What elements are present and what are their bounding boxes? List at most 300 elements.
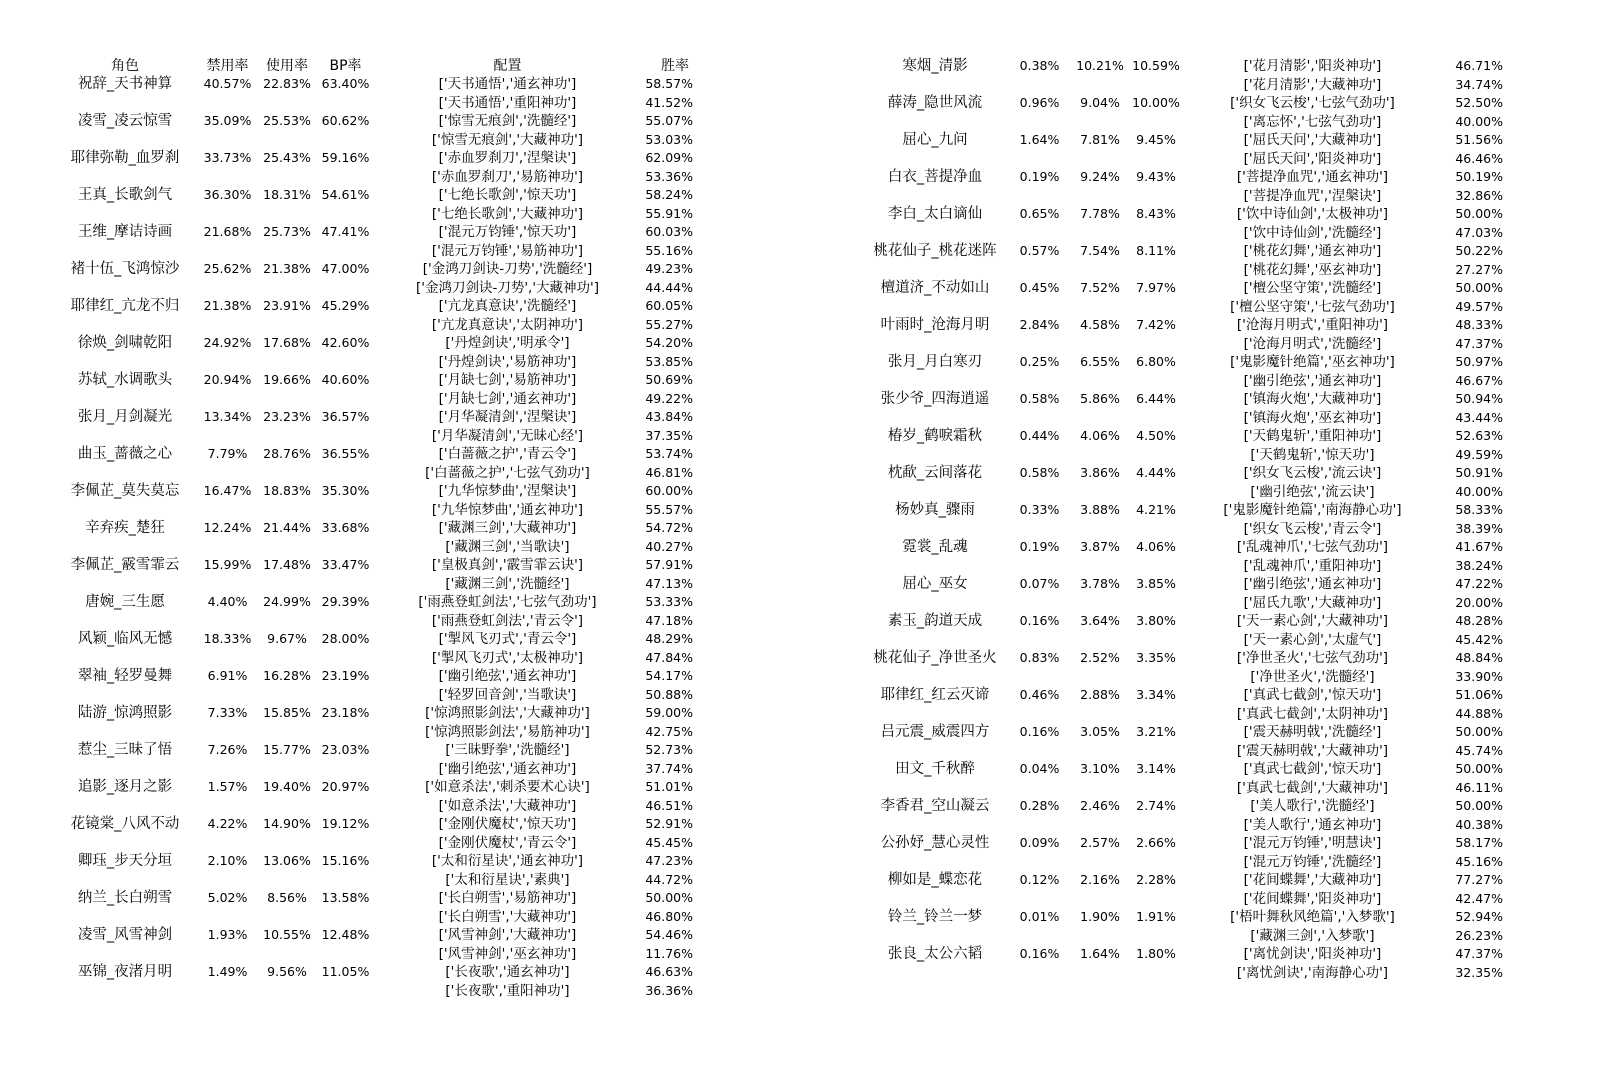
config-win-rate: 55.07% — [645, 113, 693, 128]
config-text: ['月华凝清剑','涅槃诀'] — [438, 409, 577, 425]
use-rate: 18.31% — [263, 187, 311, 202]
config-text: ['长夜歌','通玄神功'] — [445, 964, 570, 980]
bp-rate: 4.21% — [1136, 502, 1176, 517]
config-win-rate: 38.39% — [1455, 520, 1503, 536]
config-win-rate: 43.44% — [1455, 409, 1503, 425]
config-win-rate: 50.00% — [1455, 761, 1503, 776]
config-win-rate: 20.00% — [1455, 594, 1503, 610]
config-text: ['雨燕登虹剑法','青云令'] — [431, 612, 584, 629]
config-text: ['幽引绝弦','流云诀'] — [1250, 483, 1375, 500]
config-text: ['雨燕登虹剑法','七弦气劲功'] — [418, 594, 597, 610]
config-win-rate: 51.01% — [645, 779, 693, 794]
ban-rate: 7.26% — [207, 742, 248, 757]
use-rate: 25.53% — [263, 113, 311, 128]
config-text: ['九华惊梦曲','涅槃诀'] — [438, 483, 577, 499]
config-win-rate: 45.42% — [1455, 631, 1503, 647]
character-name: 唐婉_三生愿 — [85, 594, 165, 610]
character-name: 翠袖_轻罗曼舞 — [77, 668, 173, 684]
ban-rate: 13.34% — [203, 409, 252, 424]
config-win-rate: 55.57% — [645, 501, 693, 517]
config-win-rate: 53.74% — [645, 446, 693, 461]
config-text: ['天书通悟','重阳神功'] — [438, 94, 577, 111]
character-name: 惹尘_三昧了悟 — [77, 742, 173, 758]
ban-rate: 1.93% — [207, 927, 248, 942]
config-text: ['如意杀法','大藏神功'] — [438, 797, 577, 814]
character-row — [800, 797, 1597, 834]
bp-rate: 33.68% — [321, 520, 370, 535]
ban-rate: 0.38% — [1019, 58, 1060, 73]
config-text: ['净世圣火','洗髓经'] — [1250, 668, 1375, 685]
use-rate: 7.78% — [1080, 206, 1120, 221]
character-name: 李香君_空山凝云 — [880, 798, 990, 814]
use-rate: 3.88% — [1080, 502, 1120, 517]
character-name: 张月_月白寒刃 — [887, 354, 983, 370]
header-win-rate: 胜率 — [661, 58, 689, 74]
character-row — [0, 704, 800, 741]
character-name: 田文_千秋醉 — [895, 761, 975, 777]
ban-rate: 4.40% — [207, 594, 248, 609]
character-name: 枕歃_云间落花 — [887, 465, 983, 481]
config-win-rate: 50.00% — [1455, 798, 1503, 813]
config-text: ['幽引绝弦','通玄神功'] — [438, 760, 577, 777]
use-rate: 15.77% — [263, 742, 311, 757]
bp-rate: 6.80% — [1136, 354, 1176, 369]
config-win-rate: 49.59% — [1455, 446, 1503, 462]
config-win-rate: 62.09% — [645, 150, 693, 165]
config-win-rate: 60.00% — [645, 483, 693, 498]
ban-rate: 21.68% — [203, 224, 252, 239]
bp-rate: 12.48% — [321, 927, 370, 942]
character-row — [800, 908, 1597, 945]
bp-rate: 35.30% — [321, 483, 370, 498]
config-text: ['饮中诗仙剑','太极神功'] — [1236, 206, 1389, 222]
config-text: ['鬼影魔针绝篇','巫玄神功'] — [1230, 354, 1395, 370]
config-win-rate: 54.17% — [645, 668, 693, 683]
ban-rate: 0.28% — [1019, 798, 1060, 813]
character-row — [0, 75, 800, 112]
use-rate: 5.86% — [1080, 391, 1120, 406]
config-text: ['三昧野拳','洗髓经'] — [445, 742, 570, 758]
character-name: 风颖_临风无憾 — [77, 631, 173, 647]
character-row — [0, 482, 800, 519]
config-text: ['太和衍星诀','素典'] — [445, 871, 570, 888]
character-row — [0, 334, 800, 371]
bp-rate: 6.44% — [1136, 391, 1176, 406]
character-row — [800, 686, 1597, 723]
ban-rate: 40.57% — [203, 76, 252, 91]
character-row — [800, 390, 1597, 427]
bp-rate: 1.91% — [1136, 909, 1176, 924]
ban-rate: 33.73% — [203, 150, 252, 165]
config-text: ['丹煌剑诀','易筋神功'] — [438, 353, 577, 370]
config-text: ['屈氏天问','阳炎神功'] — [1243, 150, 1382, 167]
use-rate: 2.52% — [1080, 650, 1120, 665]
config-text: ['屈氏九歌','大藏神功'] — [1243, 594, 1382, 611]
ban-rate: 36.30% — [203, 187, 252, 202]
config-win-rate: 46.63% — [645, 964, 693, 979]
bp-rate: 42.60% — [321, 335, 370, 350]
config-text: ['真武七截剑','惊天功'] — [1243, 687, 1382, 703]
config-text: ['离忘怀','七弦气劲功'] — [1243, 113, 1382, 130]
ban-rate: 7.33% — [207, 705, 248, 720]
config-win-rate: 41.67% — [1455, 539, 1503, 554]
character-name: 李佩芷_莫失莫忘 — [70, 483, 180, 499]
character-row — [800, 57, 1597, 94]
use-rate: 16.28% — [263, 668, 311, 683]
config-text: ['风雪神剑','巫玄神功'] — [438, 945, 577, 962]
config-win-rate: 46.81% — [645, 464, 693, 480]
use-rate: 10.55% — [263, 927, 311, 942]
ban-rate: 0.44% — [1019, 428, 1060, 443]
config-text: ['混元万钧锤','明慧诀'] — [1243, 835, 1382, 851]
character-row — [800, 205, 1597, 242]
config-win-rate: 50.88% — [645, 686, 693, 702]
config-win-rate: 33.90% — [1455, 668, 1503, 684]
config-text: ['菩提净血咒','通玄神功'] — [1236, 169, 1389, 185]
config-text: ['离忧剑诀','阳炎神功'] — [1243, 946, 1382, 962]
character-name: 张良_太公六韬 — [887, 946, 983, 962]
ban-rate: 5.02% — [207, 890, 248, 905]
ban-rate: 0.58% — [1019, 391, 1060, 406]
config-text: ['幽引绝弦','通玄神功'] — [1243, 576, 1382, 592]
config-text: ['织女飞云梭','七弦气劲功'] — [1230, 95, 1395, 111]
use-rate: 7.81% — [1080, 132, 1120, 147]
config-text: ['惊雪无痕剑','大藏神功'] — [431, 131, 584, 148]
character-name: 铃兰_铃兰一梦 — [887, 909, 983, 925]
use-rate: 2.16% — [1080, 872, 1120, 887]
character-row — [800, 353, 1597, 390]
character-row — [800, 501, 1597, 538]
ban-rate: 0.96% — [1019, 95, 1060, 110]
config-text: ['镇海火炮','大藏神功'] — [1243, 391, 1382, 407]
ban-rate: 25.62% — [203, 261, 252, 276]
config-win-rate: 38.24% — [1455, 557, 1503, 573]
config-text: ['藏渊三剑','当歌诀'] — [445, 538, 570, 555]
ban-rate: 0.58% — [1019, 465, 1060, 480]
use-rate: 7.54% — [1080, 243, 1120, 258]
config-win-rate: 47.22% — [1455, 576, 1503, 591]
character-name: 王维_摩诘诗画 — [77, 224, 173, 240]
bp-rate: 47.41% — [321, 224, 370, 239]
config-win-rate: 55.16% — [645, 242, 693, 258]
bp-rate: 28.00% — [321, 631, 370, 646]
config-text: ['长白朔雪','大藏神功'] — [438, 908, 577, 925]
config-text: ['月华凝清剑','无昧心经'] — [431, 427, 584, 444]
bp-rate: 29.39% — [321, 594, 370, 609]
config-text: ['金刚伏魔杖','惊天功'] — [438, 816, 577, 832]
bp-rate: 9.45% — [1136, 132, 1176, 147]
config-text: ['天一素心剑','太虚气'] — [1243, 631, 1382, 648]
config-win-rate: 55.27% — [645, 316, 693, 332]
use-rate: 3.05% — [1080, 724, 1120, 739]
ban-rate: 16.47% — [203, 483, 252, 498]
character-row — [0, 445, 800, 482]
use-rate: 25.73% — [263, 224, 311, 239]
config-win-rate: 54.20% — [645, 335, 693, 350]
use-rate: 23.23% — [263, 409, 311, 424]
bp-rate: 45.29% — [321, 298, 370, 313]
config-win-rate: 49.57% — [1455, 298, 1503, 314]
bp-rate: 8.43% — [1136, 206, 1176, 221]
config-win-rate: 43.84% — [645, 409, 693, 424]
character-row — [0, 149, 800, 186]
config-text: ['乱魂神爪','七弦气劲功'] — [1236, 539, 1389, 555]
config-text: ['掣风飞刃式','青云令'] — [438, 631, 577, 647]
config-win-rate: 44.88% — [1455, 705, 1503, 721]
ban-rate: 0.19% — [1019, 539, 1060, 554]
character-row — [800, 464, 1597, 501]
bp-rate: 4.50% — [1136, 428, 1176, 443]
character-row — [0, 778, 800, 815]
config-text: ['七绝长歌剑','惊天功'] — [438, 187, 577, 203]
character-row — [0, 630, 800, 667]
character-row — [0, 260, 800, 297]
config-text: ['花月清影','阳炎神功'] — [1243, 58, 1382, 74]
config-text: ['沧海月明式','洗髓经'] — [1243, 335, 1382, 352]
use-rate: 9.24% — [1080, 169, 1120, 184]
character-name: 桃花仙子_桃花迷阵 — [873, 243, 997, 259]
ban-rate: 15.99% — [203, 557, 252, 572]
character-name: 巫锦_夜渚月明 — [77, 964, 173, 980]
character-row — [0, 371, 800, 408]
config-text: ['花间蝶舞','大藏神功'] — [1243, 872, 1382, 888]
bp-rate: 60.62% — [321, 113, 370, 128]
bp-rate: 7.42% — [1136, 317, 1176, 332]
header-use-rate: 使用率 — [266, 58, 308, 74]
character-row — [0, 815, 800, 852]
config-text: ['真武七截剑','惊天功'] — [1243, 761, 1382, 777]
config-text: ['赤血罗刹刀','易筋神功'] — [431, 168, 584, 185]
bp-rate: 3.14% — [1136, 761, 1176, 776]
config-text: ['金刚伏魔杖','青云令'] — [438, 834, 577, 851]
use-rate: 3.64% — [1080, 613, 1120, 628]
config-text: ['藏渊三剑','洗髓经'] — [445, 575, 570, 592]
character-row — [0, 889, 800, 926]
bp-rate: 3.85% — [1136, 576, 1176, 591]
ban-rate: 0.07% — [1019, 576, 1060, 591]
config-win-rate: 51.06% — [1455, 687, 1503, 702]
config-win-rate: 59.00% — [645, 705, 693, 720]
use-rate: 3.10% — [1080, 761, 1120, 776]
config-win-rate: 46.80% — [645, 908, 693, 924]
config-text: ['亢龙真意诀','洗髓经'] — [438, 298, 577, 314]
config-win-rate: 52.91% — [645, 816, 693, 831]
use-rate: 19.40% — [263, 779, 311, 794]
config-text: ['织女飞云梭','青云令'] — [1243, 520, 1382, 537]
ban-rate: 24.92% — [203, 335, 252, 350]
config-text: ['掣风飞刃式','太极神功'] — [431, 649, 584, 666]
character-name: 追影_逐月之影 — [77, 779, 173, 795]
character-row — [800, 279, 1597, 316]
bp-rate: 36.57% — [321, 409, 370, 424]
config-text: ['美人歌行','通玄神功'] — [1243, 816, 1382, 833]
character-row — [0, 667, 800, 704]
config-text: ['长夜歌','重阳神功'] — [445, 982, 570, 999]
config-win-rate: 42.47% — [1455, 890, 1503, 906]
bp-rate: 3.80% — [1136, 613, 1176, 628]
config-text: ['白蔷薇之护','青云令'] — [438, 446, 577, 462]
use-rate: 4.06% — [1080, 428, 1120, 443]
config-win-rate: 50.00% — [645, 890, 693, 905]
config-win-rate: 48.33% — [1455, 317, 1503, 332]
config-win-rate: 48.29% — [645, 631, 693, 646]
config-win-rate: 54.72% — [645, 520, 693, 535]
use-rate: 4.58% — [1080, 317, 1120, 332]
character-row — [0, 186, 800, 223]
character-name: 耶律弥勒_血罗刹 — [70, 150, 180, 166]
config-win-rate: 11.76% — [645, 945, 693, 961]
config-text: ['赤血罗刹刀','涅槃诀'] — [438, 150, 577, 166]
character-row — [800, 538, 1597, 575]
bp-rate: 36.55% — [321, 446, 370, 461]
ban-rate: 18.33% — [203, 631, 252, 646]
character-name: 李佩芷_霰雪霏云 — [70, 557, 180, 573]
use-rate: 18.83% — [263, 483, 311, 498]
config-text: ['丹煌剑诀','明承令'] — [445, 335, 570, 351]
config-text: ['檀公坚守策','洗髓经'] — [1243, 280, 1382, 296]
config-text: ['花间蝶舞','阳炎神功'] — [1243, 890, 1382, 907]
config-text: ['沧海月明式','重阳神功'] — [1236, 317, 1389, 333]
bp-rate: 9.43% — [1136, 169, 1176, 184]
config-win-rate: 40.38% — [1455, 816, 1503, 832]
config-win-rate: 50.00% — [1455, 724, 1503, 739]
config-win-rate: 40.00% — [1455, 113, 1503, 129]
config-text: ['美人歌行','洗髓经'] — [1250, 798, 1375, 814]
use-rate: 7.52% — [1080, 280, 1120, 295]
config-text: ['轻罗回音剑','当歌诀'] — [438, 686, 577, 703]
bp-rate: 7.97% — [1136, 280, 1176, 295]
config-text: ['花月清影','大藏神功'] — [1243, 76, 1382, 93]
use-rate: 10.21% — [1076, 58, 1124, 73]
bp-rate: 2.66% — [1136, 835, 1176, 850]
character-name: 卿珏_步天分垣 — [77, 853, 173, 869]
character-name: 屈心_巫女 — [902, 576, 968, 592]
ban-rate: 0.57% — [1019, 243, 1060, 258]
use-rate: 22.83% — [263, 76, 311, 91]
bp-rate: 3.21% — [1136, 724, 1176, 739]
character-row — [0, 408, 800, 445]
ban-rate: 0.12% — [1019, 872, 1060, 887]
config-win-rate: 52.73% — [645, 742, 693, 757]
config-text: ['白蔷薇之护','七弦气劲功'] — [425, 464, 590, 481]
bp-rate: 15.16% — [321, 853, 370, 868]
bp-rate: 13.58% — [321, 890, 370, 905]
config-win-rate: 60.05% — [645, 298, 693, 313]
character-name: 李白_太白谪仙 — [887, 206, 983, 222]
bp-rate: 4.06% — [1136, 539, 1176, 554]
character-row — [0, 519, 800, 556]
ban-rate: 0.19% — [1019, 169, 1060, 184]
character-row — [0, 556, 800, 593]
bp-rate: 54.61% — [321, 187, 370, 202]
header-ban-rate: 禁用率 — [206, 58, 249, 74]
ban-rate: 1.64% — [1019, 132, 1060, 147]
ban-rate: 21.38% — [203, 298, 252, 313]
config-win-rate: 47.84% — [645, 649, 693, 665]
character-row — [800, 427, 1597, 464]
character-name: 辛弃疾_楚狂 — [85, 520, 165, 536]
bp-rate: 59.16% — [321, 150, 370, 165]
use-rate: 8.56% — [267, 890, 307, 905]
config-win-rate: 60.03% — [645, 224, 693, 239]
character-name: 陆游_惊鸿照影 — [77, 705, 173, 721]
use-rate: 3.87% — [1080, 539, 1120, 554]
use-rate: 2.46% — [1080, 798, 1120, 813]
character-row — [800, 723, 1597, 760]
config-text: ['震天赫明戟','洗髓经'] — [1243, 724, 1382, 740]
config-win-rate: 46.51% — [645, 797, 693, 813]
ban-rate: 2.84% — [1019, 317, 1060, 332]
bp-rate: 20.97% — [321, 779, 370, 794]
character-name: 柳如是_蝶恋花 — [887, 872, 983, 888]
character-name: 杨妙真_骤雨 — [895, 502, 975, 518]
character-name: 吕元震_威震四方 — [880, 724, 990, 740]
ban-rate: 1.57% — [207, 779, 248, 794]
character-name: 祝辞_天书神算 — [77, 76, 173, 92]
use-rate: 17.68% — [263, 335, 311, 350]
config-text: ['惊鸿照影剑法','大藏神功'] — [425, 705, 590, 721]
config-win-rate: 52.63% — [1455, 428, 1503, 443]
config-win-rate: 41.52% — [645, 94, 693, 110]
use-rate: 3.86% — [1080, 465, 1120, 480]
config-text: ['桃花幻舞','通玄神功'] — [1243, 243, 1382, 259]
ban-rate: 0.83% — [1019, 650, 1060, 665]
use-rate: 2.57% — [1080, 835, 1120, 850]
config-text: ['月缺七剑','通玄神功'] — [438, 390, 577, 407]
config-text: ['天书通悟','通玄神功'] — [438, 76, 577, 92]
config-win-rate: 42.75% — [645, 723, 693, 739]
bp-rate: 47.00% — [321, 261, 370, 276]
character-name: 公孙妤_慧心灵性 — [880, 835, 990, 851]
character-row — [0, 741, 800, 778]
character-row — [800, 612, 1597, 649]
config-text: ['织女飞云梭','流云诀'] — [1243, 465, 1382, 481]
config-win-rate: 49.23% — [645, 261, 693, 276]
config-text: ['真武七截剑','太阴神功'] — [1236, 705, 1389, 722]
config-text: ['梧叶舞秋风绝篇','入梦歌'] — [1230, 909, 1395, 925]
config-win-rate: 58.17% — [1455, 835, 1503, 850]
header-bp-rate: BP率 — [329, 58, 362, 74]
ban-rate: 0.04% — [1019, 761, 1060, 776]
config-text: ['天鹤鬼斩','惊天功'] — [1250, 446, 1375, 463]
character-name: 桃花仙子_净世圣火 — [873, 650, 997, 666]
character-name: 霓裳_乱魂 — [902, 539, 968, 555]
ban-rate: 4.22% — [207, 816, 248, 831]
bp-rate: 4.44% — [1136, 465, 1176, 480]
config-win-rate: 36.36% — [645, 982, 693, 998]
config-win-rate: 53.03% — [645, 131, 693, 147]
config-win-rate: 47.37% — [1455, 946, 1503, 961]
config-text: ['混元万钧锤','易筋神功'] — [431, 242, 584, 259]
config-text: ['震天赫明戟','大藏神功'] — [1236, 742, 1389, 759]
character-name: 薛涛_隐世风流 — [887, 95, 983, 111]
character-row — [800, 649, 1597, 686]
bp-rate: 40.60% — [321, 372, 370, 387]
use-rate: 1.90% — [1080, 909, 1120, 924]
config-win-rate: 58.33% — [1455, 502, 1503, 517]
config-win-rate: 47.18% — [645, 612, 693, 628]
character-row — [0, 223, 800, 260]
config-win-rate: 50.00% — [1455, 280, 1503, 295]
config-win-rate: 47.13% — [645, 575, 693, 591]
config-text: ['离忧剑诀','南海静心功'] — [1236, 964, 1389, 981]
config-text: ['太和衍星诀','通玄神功'] — [431, 853, 584, 869]
bp-rate: 33.47% — [321, 557, 370, 572]
header-config: 配置 — [493, 58, 522, 74]
character-name: 寒烟_清影 — [902, 58, 968, 74]
character-name: 凌雪_凌云惊雪 — [77, 113, 173, 129]
character-row — [800, 760, 1597, 797]
